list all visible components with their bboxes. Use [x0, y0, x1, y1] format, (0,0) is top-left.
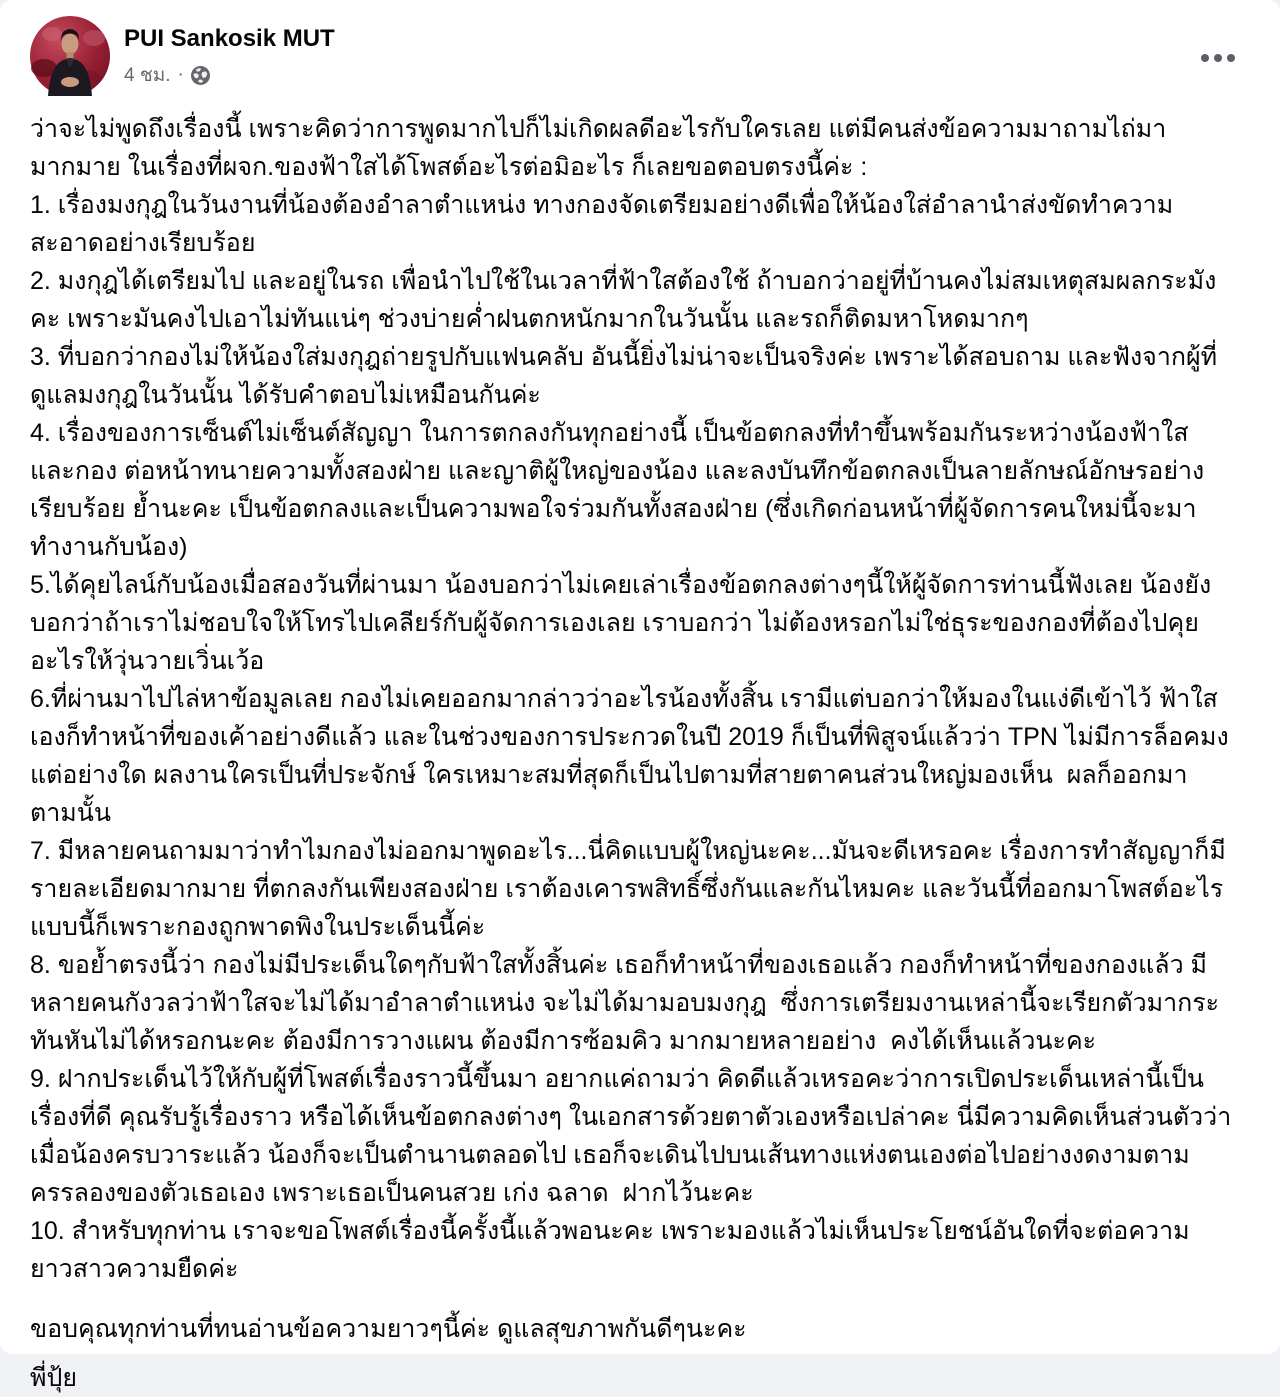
globe-icon: [191, 66, 210, 85]
post-paragraph: 3. ที่บอกว่ากองไม่ให้น้องใส่มงกุฎถ่ายรูปกับแฟนคลับ อันนี้ยิ่งไม่น่าจะเป็นจริงค่ะ เพราะได้สอบถาม และฟังจากผู้ที่ดูแลมงกุฎในวันนั้น ได้รับคำตอบไม่เหมือนกันค่ะ: [30, 343, 1218, 409]
post-paragraph: 7. มีหลายคนถามมาว่าทำไมกองไม่ออกมาพูดอะไร...นี่คิดแบบผู้ใหญ่นะคะ...มันจะดีเหรอคะ เรื่องการทำสัญญาก็มีรายละเอียดมากมาย ที่ตกลงกันเพียงสองฝ่าย เราต้องเคารพสิทธิ์ซึ่งกันและกันไหมคะ และวันนี้ที่ออกมาโพสต์อะไรแบบนี้ก็เพราะกองถูกพาดพิงในประเด็นนี้ค่ะ: [30, 837, 1226, 941]
post-paragraph: 10. สำหรับทุกท่าน เราจะขอโพสต์เรื่องนี้ครั้งนี้แล้วพอนะคะ เพราะมองแล้วไม่เห็นประโยชน์อันใดที่จะต่อความยาวสาวความยืดค่ะ: [30, 1217, 1190, 1283]
post-text: [0, 96, 1280, 1397]
more-options-button[interactable]: [1190, 40, 1246, 76]
post-paragraph: 1. เรื่องมงกุฎในวันงานที่น้องต้องอำลาตำแหน่ง ทางกองจัดเตรียมอย่างดีเพื่อให้น้องใส่อำลานำส่งขัดทำความสะอาดอย่างเรียบร้อย: [30, 191, 1174, 257]
ellipsis-icon: [1201, 54, 1235, 62]
post-paragraph: 9. ฝากประเด็นไว้ให้กับผู้ที่โพสต์เรื่องราวนี้ขึ้นมา อยากแค่ถามว่า คิดดีแล้วเหรอคะว่าการเปิดประเด็นเหล่านี้เป็นเรื่องที่ดี คุณรับรู้เรื่องราว หรือได้เห็นข้อตกลงต่างๆ ในเอกสารด้วยตาตัวเองหรือเปล่าคะ นี่มีความคิดเห็นส่วนตัวว่าเมื่อน้องครบวาระแล้ว น้องก็จะเป็นตำนานตลอดไป เธอก็จะเดินไปบนเส้นทางแห่งตนเองต่อไปอย่างงดงามตามครรลองของตัวเธอเอง เพราะเธอเป็นคนสวย เก่ง ฉลาด ฝากไว้นะคะ: [30, 1065, 1232, 1207]
timestamp[interactable]: 4 ชม.: [124, 65, 171, 86]
post-paragraph: ว่าจะไม่พูดถึงเรื่องนี้ เพราะคิดว่าการพูดมากไปก็ไม่เกิดผลดีอะไรกับใครเลย แต่มีคนส่งข้อความมาถามไถ่มามากมาย ในเรื่องที่ผจก.ของฟ้าใสได้โพสต์อะไรต่อมิอะไร ก็เลยขอตอบตรงนี้ค่ะ :: [30, 115, 1167, 181]
post-paragraph: 4. เรื่องของการเซ็นต์ไม่เซ็นต์สัญญา ในการตกลงกันทุกอย่างนี้ เป็นข้อตกลงที่ทำขึ้นพร้อมกันระหว่างน้องฟ้าใส และกอง ต่อหน้าทนายความทั้งสองฝ่าย และญาติผู้ใหญ่ของน้อง และลงบันทึกข้อตกลงเป็นลายลักษณ์อักษรอย่างเรียบร้อย ย้ำนะคะ เป็นข้อตกลงและเป็นความพอใจร่วมกันทั้งสองฝ่าย (ซึ่งเกิดก่อนหน้าที่ผู้จัดการคนใหม่นี้จะมาทำงานกับน้อง): [30, 419, 1205, 561]
post-paragraph: 6.ที่ผ่านมาไปไล่หาข้อมูลเลย กองไม่เคยออกมากล่าวว่าอะไรน้องทั้งสิ้น เรามีแต่บอกว่าให้มองในแง่ดีเข้าไว้ ฟ้าใสเองก็ทำหน้าที่ของเค้าอย่างดีแล้ว และในช่วงของการประกวดในปี 2019 ก็เป็นที่พิสูจน์แล้วว่า TPN ไม่มีการล็อคมงแต่อย่างใด ผลงานใครเป็นที่ประจักษ์ ใครเหมาะสมที่สุดก็เป็นไปตามที่สายตาคนส่วนใหญ่มองเห็น ผลก็ออกมาตามนั้น: [30, 685, 1229, 827]
post-closing: ขอบคุณทุกท่านที่ทนอ่านข้อความยาวๆนี้ค่ะ ดูแลสุขภาพกันดีๆนะคะ: [30, 1315, 747, 1343]
post-header: [0, 0, 1280, 96]
author-name[interactable]: PUI Sankosik MUT: [124, 25, 335, 52]
post-meta: [124, 60, 335, 90]
avatar[interactable]: [30, 16, 110, 96]
header-info: [124, 16, 335, 90]
avatar-image: [30, 16, 110, 96]
post-signature: พี่ปุ้ย: [30, 1364, 77, 1392]
meta-separator: ·: [177, 64, 184, 85]
post-paragraph: 2. มงกุฎได้เตรียมไป และอยู่ในรถ เพื่อนำไปใช้ในเวลาที่ฟ้าใสต้องใช้ ถ้าบอกว่าอยู่ที่บ้านคงไม่สมเหตุสมผลกระมังคะ เพราะมันคงไปเอาไม่ทันแน่ๆ ช่วงบ่ายค่ำฝนตกหนักมากในวันนั้น และรถก็ติดมหาโหดมากๆ: [30, 267, 1217, 333]
post-paragraph: 5.ได้คุยไลน์กับน้องเมื่อสองวันที่ผ่านมา น้องบอกว่าไม่เคยเล่าเรื่องข้อตกลงต่างๆนี้ให้ผู้จัดการท่านนี้ฟังเลย น้องยังบอกว่าถ้าเราไม่ชอบใจให้โทรไปเคลียร์กับผู้จัดการเองเลย เราบอกว่า ไม่ต้องหรอกไม่ใช่ธุระของกองที่ต้องไปคุยอะไรให้วุ่นวายเวิ่นเว้อ: [30, 571, 1212, 675]
post-paragraph: 8. ขอย้ำตรงนี้ว่า กองไม่มีประเด็นใดๆกับฟ้าใสทั้งสิ้นค่ะ เธอก็ทำหน้าที่ของเธอแล้ว กองก็ทำหน้าที่ของกองแล้ว มีหลายคนกังวลว่าฟ้าใสจะไม่ได้มาอำลาตำแหน่ง จะไม่ได้มามอบมงกุฎ ซึ่งการเตรียมงานเหล่านี้จะเรียกตัวมากระทันหันไม่ได้หรอกนะคะ ต้องมีการวางแผน ต้องมีการซ้อมคิว มากมายหลายอย่าง คงได้เห็นแล้วนะคะ: [30, 951, 1220, 1055]
